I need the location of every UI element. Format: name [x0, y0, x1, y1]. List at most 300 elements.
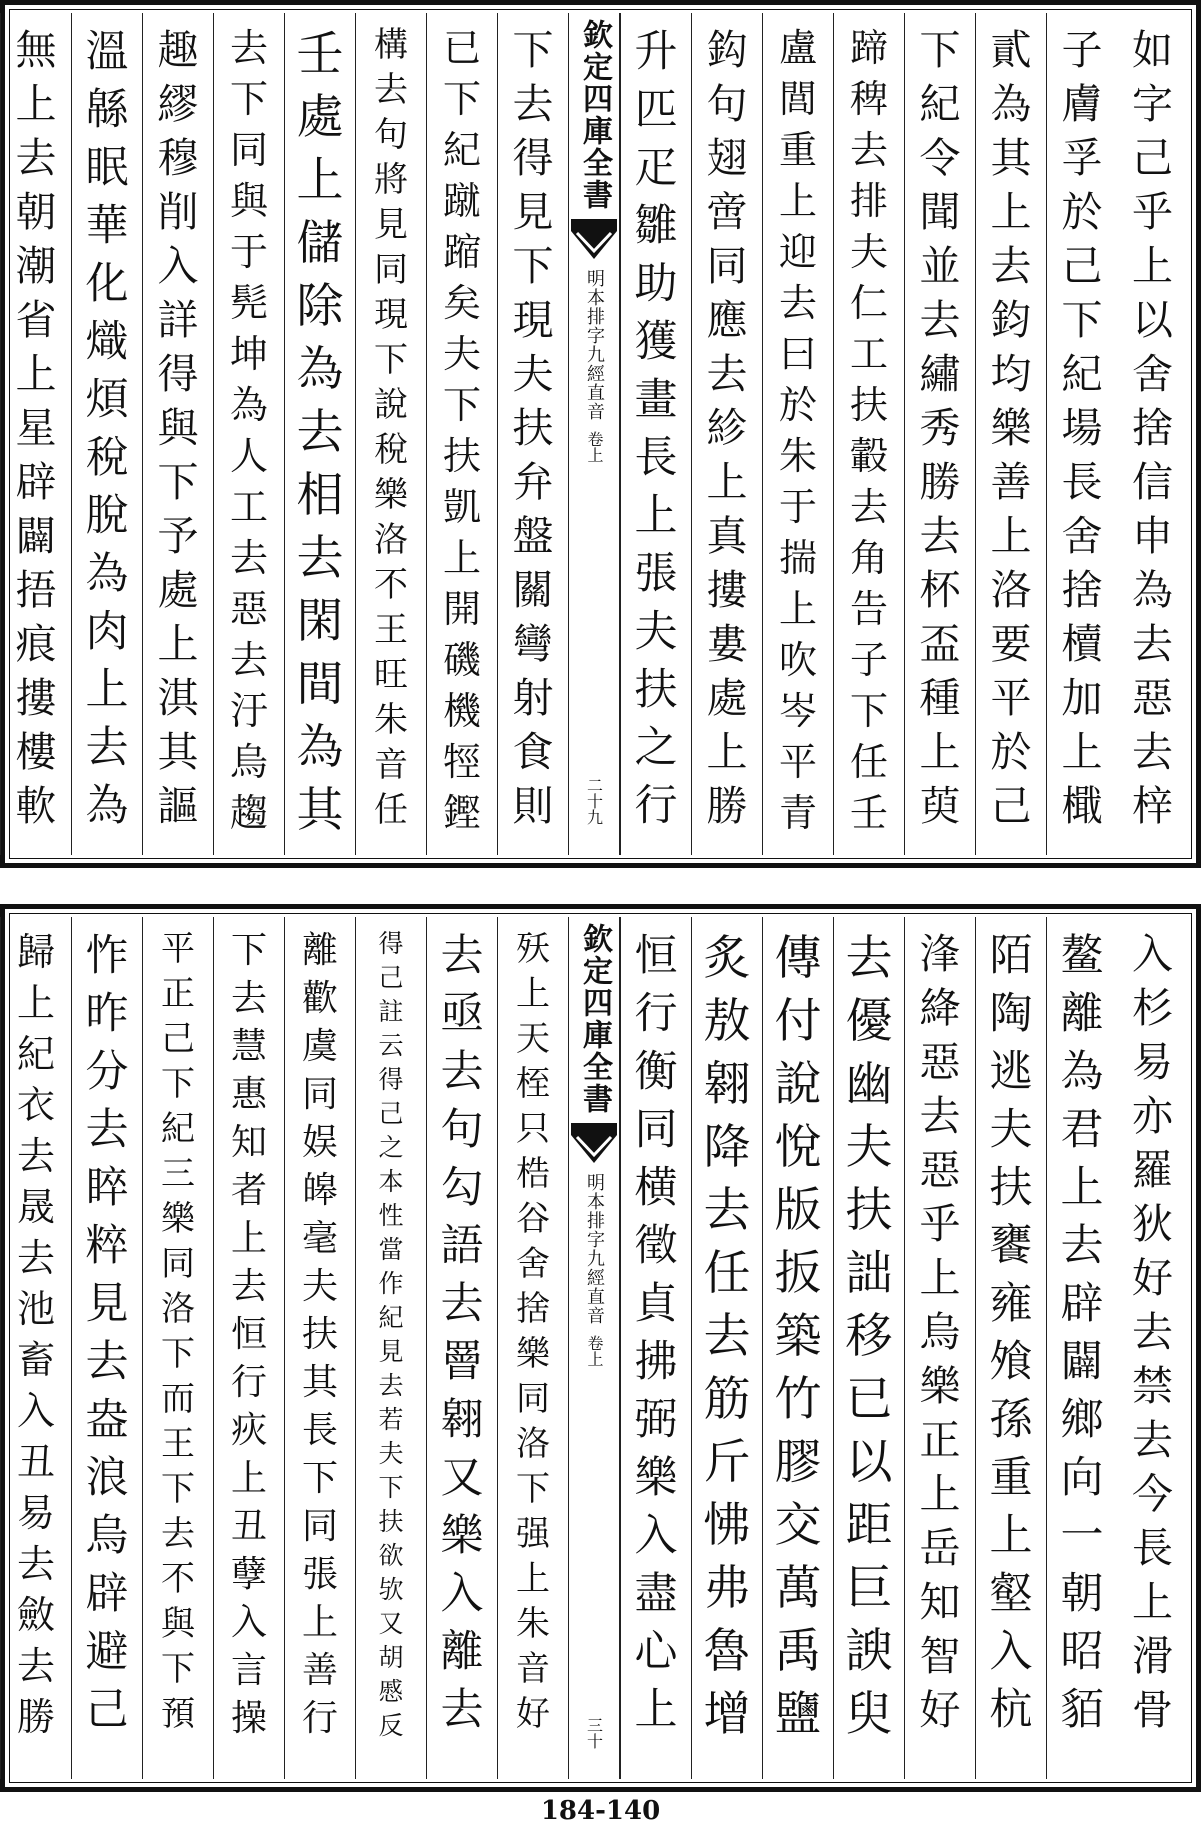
column-glyph: 扶: [442, 434, 481, 478]
column-glyph: 惡: [229, 587, 268, 631]
book-spine: [568, 13, 620, 855]
column-glyph: 上: [778, 587, 817, 631]
fish-tail-mark-icon: [571, 219, 617, 259]
column-glyph: 種: [919, 674, 961, 722]
column-glyph: 萬: [774, 1561, 822, 1616]
column-glyph: 盧: [778, 26, 817, 70]
column-glyph: 滑: [1132, 1632, 1173, 1680]
column-glyph: 去: [296, 405, 344, 460]
volume-label: 卷上: [585, 1335, 604, 1367]
column-glyph: 翱: [703, 1057, 751, 1112]
column-glyph: 下: [512, 242, 554, 290]
text-column: [284, 13, 355, 855]
column-glyph: 櫝: [1061, 620, 1103, 668]
column-glyph: 好: [919, 1686, 961, 1734]
column-glyph: 洛: [374, 520, 408, 560]
column-glyph: 詳: [157, 296, 199, 344]
column-glyph: 怫: [703, 1498, 751, 1553]
column-glyph: 場: [1061, 404, 1103, 452]
book-spine: [568, 917, 620, 1779]
column-glyph: 辟: [1060, 1279, 1104, 1329]
column-glyph: 子: [1061, 26, 1103, 74]
column-glyph: 上: [1061, 728, 1103, 776]
column-glyph: 為: [990, 80, 1032, 128]
column-glyph: 凱: [442, 485, 481, 529]
column-glyph: 得: [157, 350, 199, 398]
book-name: 明本排字九經直音: [584, 1173, 605, 1325]
column-glyph: 長: [301, 1410, 338, 1451]
column-glyph: 處: [706, 674, 748, 722]
column-glyph: 去: [440, 1279, 484, 1329]
column-glyph: 付: [774, 994, 822, 1049]
column-glyph: 音: [516, 1649, 550, 1689]
column-glyph: 樂: [919, 1362, 961, 1410]
text-column: [142, 13, 213, 855]
column-glyph: 信: [1132, 458, 1173, 506]
column-glyph: 稅: [374, 430, 408, 470]
column-glyph: 扶: [378, 1507, 404, 1536]
column-glyph: 盡: [634, 1569, 678, 1619]
column-glyph: 旺: [374, 655, 408, 695]
text-column: [1046, 917, 1117, 1779]
column-glyph: 去: [849, 128, 888, 172]
column-glyph: 作: [378, 1269, 404, 1298]
column-glyph: 下: [442, 77, 481, 121]
column-glyph: 任: [703, 1246, 751, 1301]
column-glyph: 其: [157, 728, 199, 776]
column-glyph: 分: [85, 1047, 129, 1097]
column-glyph: 善: [301, 1650, 338, 1691]
column-glyph: 欤: [378, 1575, 404, 1604]
column-glyph: 怍: [85, 931, 129, 981]
text-column: [497, 917, 568, 1779]
column-glyph: 去: [15, 134, 57, 182]
column-glyph: 若: [378, 1405, 404, 1434]
column-glyph: 其: [301, 1362, 338, 1403]
column-glyph: 禁: [1132, 1362, 1173, 1410]
text-column: [762, 13, 833, 855]
column-glyph: 入: [1132, 930, 1173, 978]
column-glyph: 昨: [85, 989, 129, 1039]
column-glyph: 構: [374, 25, 408, 65]
column-glyph: 行: [230, 1362, 267, 1403]
column-glyph: 萸: [919, 782, 961, 830]
column-glyph: 毫: [301, 1218, 338, 1259]
column-glyph: 樂: [440, 1511, 484, 1561]
column-glyph: 翱: [440, 1395, 484, 1445]
column-glyph: 仁: [849, 281, 888, 325]
column-glyph: 恒: [634, 931, 678, 981]
column-glyph: 浲: [919, 930, 961, 978]
column-glyph: 下: [161, 1469, 195, 1509]
column-glyph: 上: [16, 981, 55, 1025]
column-glyph: 欲: [378, 1541, 404, 1570]
column-glyph: 去: [16, 1542, 55, 1586]
column-glyph: 性: [378, 1201, 404, 1230]
column-glyph: 王: [374, 610, 408, 650]
text-column: [71, 917, 142, 1779]
column-glyph: 去: [703, 1183, 751, 1238]
column-glyph: 夫: [634, 607, 678, 657]
column-glyph: 去: [230, 978, 267, 1019]
column-glyph: 平: [778, 740, 817, 784]
column-glyph: 與: [229, 179, 268, 223]
column-glyph: 繡: [919, 350, 961, 398]
column-glyph: 捨: [1061, 566, 1103, 614]
column-glyph: 註: [378, 997, 404, 1026]
column-glyph: 壬: [849, 791, 888, 835]
column-glyph: 句: [374, 115, 408, 155]
column-glyph: 下: [374, 340, 408, 380]
column-glyph: 盃: [919, 620, 961, 668]
column-glyph: 熾: [85, 317, 129, 367]
column-glyph: 工: [229, 485, 268, 529]
column-glyph: 啻: [706, 188, 748, 236]
column-glyph: 貞: [634, 1279, 678, 1329]
column-glyph: 勝: [706, 782, 748, 830]
column-glyph: 去: [512, 80, 554, 128]
column-glyph: 去: [230, 1266, 267, 1307]
column-glyph: 闢: [15, 512, 57, 560]
column-glyph: 飧: [989, 1337, 1033, 1387]
text-column: [833, 13, 904, 855]
column-glyph: 平: [990, 674, 1032, 722]
column-glyph: 紀: [16, 1032, 55, 1076]
column-glyph: 同: [634, 1105, 678, 1155]
column-glyph: 斤: [703, 1435, 751, 1490]
column-glyph: 以: [845, 1435, 893, 1490]
column-glyph: 亟: [440, 989, 484, 1039]
column-glyph: 悅: [774, 1120, 822, 1175]
column-glyph: 如: [1132, 26, 1173, 74]
column-glyph: 處: [157, 566, 199, 614]
column-glyph: 扶: [989, 1163, 1033, 1213]
column-glyph: 易: [1132, 1038, 1173, 1086]
column-glyph: 關: [512, 566, 554, 614]
column-glyph: 畜: [16, 1338, 55, 1382]
column-glyph: 樂: [161, 1199, 195, 1239]
column-glyph: 梏: [516, 1154, 550, 1194]
column-glyph: 揣: [778, 536, 817, 580]
column-glyph: 晟: [16, 1185, 55, 1229]
column-glyph: 烏: [85, 1511, 129, 1561]
column-glyph: 粹: [85, 1221, 129, 1271]
column-glyph: 緜: [85, 85, 129, 135]
column-glyph: 脫: [85, 491, 129, 541]
column-glyph: 去: [919, 1092, 961, 1140]
column-glyph: 閑: [296, 594, 344, 649]
column-glyph: 潮: [15, 242, 57, 290]
column-glyph: 匹: [634, 85, 678, 135]
column-glyph: 增: [703, 1687, 751, 1742]
column-glyph: 己: [1061, 242, 1103, 290]
column-glyph: 去: [440, 1685, 484, 1735]
volume-label: 卷上: [585, 431, 604, 463]
column-glyph: 樂: [516, 1334, 550, 1374]
column-glyph: 真: [706, 512, 748, 560]
column-glyph: 行: [634, 989, 678, 1039]
column-glyph: 入: [16, 1389, 55, 1433]
column-glyph: 去: [440, 1047, 484, 1097]
column-glyph: 見: [512, 188, 554, 236]
text-column: [0, 917, 71, 1779]
column-glyph: 入: [634, 1511, 678, 1561]
column-glyph: 傳: [774, 931, 822, 986]
column-glyph: 己: [990, 782, 1032, 830]
column-glyph: 去: [378, 1371, 404, 1400]
column-glyph: 上: [1132, 242, 1173, 290]
column-glyph: 乎: [919, 1200, 961, 1248]
column-glyph: 重: [778, 128, 817, 172]
column-glyph: 逃: [989, 1047, 1033, 1097]
column-glyph: 說: [774, 1057, 822, 1112]
column-glyph: 上: [15, 350, 57, 398]
column-glyph: 夫: [845, 1120, 893, 1175]
column-glyph: 去: [85, 1105, 129, 1155]
column-glyph: 見: [85, 1279, 129, 1329]
column-glyph: 移: [845, 1309, 893, 1364]
column-glyph: 杯: [919, 566, 961, 614]
column-glyph: 心: [634, 1627, 678, 1677]
text-column: [213, 917, 284, 1779]
column-glyph: 角: [849, 536, 888, 580]
column-glyph: 去: [16, 1644, 55, 1688]
column-glyph: 牼: [442, 740, 481, 784]
column-glyph: 不: [374, 565, 408, 605]
column-glyph: 扶: [512, 404, 554, 452]
column-glyph: 排: [849, 179, 888, 223]
column-glyph: 陌: [989, 931, 1033, 981]
column-glyph: 禹: [774, 1624, 822, 1679]
column-glyph: 紀: [1061, 350, 1103, 398]
column-glyph: 已: [442, 26, 481, 70]
column-glyph: 孚: [1061, 134, 1103, 182]
column-glyph: 舍: [516, 1244, 550, 1284]
folio-number: 二十九: [584, 777, 604, 825]
column-glyph: 閭: [778, 77, 817, 121]
column-glyph: 于: [229, 230, 268, 274]
column-glyph: 斂: [16, 1593, 55, 1637]
column-glyph: 淇: [157, 674, 199, 722]
column-glyph: 下: [849, 689, 888, 733]
column-glyph: 强: [516, 1514, 550, 1554]
column-glyph: 上: [919, 1254, 961, 1302]
column-glyph: 同: [301, 1506, 338, 1547]
column-glyph: 同: [374, 250, 408, 290]
column-glyph: 反: [378, 1711, 404, 1740]
column-glyph: 烏: [229, 740, 268, 784]
column-glyph: 闢: [1060, 1337, 1104, 1387]
column-glyph: 烏: [919, 1308, 961, 1356]
column-glyph: 秀: [919, 404, 961, 452]
column-glyph: 去: [374, 70, 408, 110]
column-glyph: 去: [706, 350, 748, 398]
column-glyph: 說: [374, 385, 408, 425]
column-glyph: 下: [512, 26, 554, 74]
column-glyph: 入: [440, 1569, 484, 1619]
column-glyph: 歸: [16, 930, 55, 974]
column-glyph: 上: [778, 179, 817, 223]
column-glyph: 得: [378, 1065, 404, 1094]
column-glyph: 坤: [229, 332, 268, 376]
column-glyph: 聞: [919, 188, 961, 236]
column-glyph: 狄: [1132, 1200, 1173, 1248]
column-glyph: 衣: [16, 1083, 55, 1127]
column-glyph: 與: [157, 404, 199, 452]
column-glyph: 雍: [989, 1279, 1033, 1329]
column-glyph: 紀: [442, 128, 481, 172]
column-glyph: 去: [161, 1514, 195, 1554]
column-glyph: 只: [516, 1109, 550, 1149]
column-glyph: 桎: [516, 1064, 550, 1104]
column-glyph: 之: [634, 723, 678, 773]
column-glyph: 弁: [512, 458, 554, 506]
column-glyph: 行: [634, 781, 678, 831]
column-glyph: 加: [1061, 674, 1103, 722]
text-column: [142, 917, 213, 1779]
column-glyph: 除: [296, 279, 344, 334]
column-glyph: 入: [157, 242, 199, 290]
column-glyph: 夫: [442, 332, 481, 376]
column-glyph: 杭: [989, 1685, 1033, 1735]
column-glyph: 上: [706, 728, 748, 776]
column-glyph: 惡: [919, 1146, 961, 1194]
column-glyph: 下: [157, 458, 199, 506]
column-glyph: 樓: [15, 728, 57, 776]
column-glyph: 扶: [849, 383, 888, 427]
text-column: [1117, 917, 1188, 1779]
column-glyph: 交: [774, 1498, 822, 1553]
column-glyph: 避: [85, 1627, 129, 1677]
bottom-panel-columns: [13, 917, 1188, 1779]
column-glyph: 降: [703, 1120, 751, 1175]
column-glyph: 語: [440, 1221, 484, 1271]
column-glyph: 去: [1132, 728, 1173, 776]
column-glyph: 於: [990, 728, 1032, 776]
column-glyph: 優: [845, 994, 893, 1049]
column-glyph: 省: [15, 296, 57, 344]
text-column: [975, 13, 1046, 855]
folio-number: 三十: [584, 1717, 604, 1749]
column-glyph: 陶: [989, 989, 1033, 1039]
column-glyph: 子: [849, 638, 888, 682]
column-glyph: 智: [919, 1632, 961, 1680]
column-glyph: 彎: [512, 620, 554, 668]
column-glyph: 下: [301, 1458, 338, 1499]
column-glyph: 上: [706, 458, 748, 506]
bottom-panel: [0, 904, 1201, 1792]
column-glyph: 離: [440, 1627, 484, 1677]
column-glyph: 去: [229, 26, 268, 70]
column-glyph: 上: [634, 1685, 678, 1735]
column-glyph: 上: [634, 491, 678, 541]
book-name: 明本排字九經直音: [584, 269, 605, 421]
column-glyph: 膚: [1061, 80, 1103, 128]
column-glyph: 去: [778, 281, 817, 325]
column-glyph: 射: [512, 674, 554, 722]
column-glyph: 為: [1132, 566, 1173, 614]
column-glyph: 下: [516, 1469, 550, 1509]
column-glyph: 處: [296, 90, 344, 145]
column-glyph: 磯: [442, 638, 481, 682]
column-glyph: 得: [512, 134, 554, 182]
column-glyph: 於: [778, 383, 817, 427]
column-glyph: 版: [774, 1183, 822, 1238]
column-glyph: 曰: [778, 332, 817, 376]
column-glyph: 肉: [85, 607, 129, 657]
column-glyph: 軟: [15, 782, 57, 830]
column-glyph: 君: [1060, 1105, 1104, 1155]
column-glyph: 為: [296, 720, 344, 775]
column-glyph: 天: [516, 1019, 550, 1059]
column-glyph: 食: [512, 728, 554, 776]
column-glyph: 其: [296, 783, 344, 838]
column-glyph: 己: [378, 1099, 404, 1128]
column-glyph: 翅: [706, 134, 748, 182]
column-glyph: 好: [1132, 1254, 1173, 1302]
column-glyph: 上: [157, 620, 199, 668]
column-glyph: 去: [849, 485, 888, 529]
column-glyph: 相: [296, 468, 344, 523]
column-glyph: 入: [230, 1602, 267, 1643]
column-glyph: 諛: [845, 1624, 893, 1679]
text-column: [0, 13, 71, 855]
column-glyph: 丑: [230, 1506, 267, 1547]
column-glyph: 下: [1061, 296, 1103, 344]
column-glyph: 睟: [85, 1163, 129, 1213]
column-glyph: 虞: [301, 1026, 338, 1067]
column-glyph: 夫: [301, 1266, 338, 1307]
column-glyph: 鈎: [706, 26, 748, 74]
column-glyph: 慧: [230, 1026, 267, 1067]
fish-tail-mark-icon: [571, 1123, 617, 1163]
column-glyph: 去: [296, 531, 344, 586]
text-column: [71, 13, 142, 855]
column-glyph: 辟: [15, 458, 57, 506]
column-glyph: 星: [15, 404, 57, 452]
column-glyph: 字: [1132, 80, 1173, 128]
text-column: [355, 13, 426, 855]
column-glyph: 今: [1132, 1470, 1173, 1518]
column-glyph: 下: [161, 1334, 195, 1374]
column-glyph: 紾: [706, 404, 748, 452]
column-glyph: 鏗: [442, 791, 481, 835]
column-glyph: 紀: [378, 1303, 404, 1332]
column-glyph: 朱: [516, 1604, 550, 1644]
column-glyph: 鄉: [1060, 1395, 1104, 1445]
column-glyph: 人: [229, 434, 268, 478]
text-column: [691, 13, 762, 855]
column-glyph: 繆: [157, 80, 199, 128]
column-glyph: 筋: [703, 1372, 751, 1427]
column-glyph: 趨: [229, 791, 268, 835]
text-column: [833, 917, 904, 1779]
column-glyph: 去: [229, 536, 268, 580]
column-glyph: 鈞: [990, 296, 1032, 344]
column-glyph: 削: [157, 188, 199, 236]
column-glyph: 上: [989, 1511, 1033, 1561]
column-glyph: 去: [990, 242, 1032, 290]
column-glyph: 朱: [374, 700, 408, 740]
column-glyph: 去: [845, 931, 893, 986]
column-glyph: 得: [378, 929, 404, 958]
column-glyph: 上: [296, 153, 344, 208]
column-glyph: 正: [919, 1416, 961, 1464]
column-glyph: 紀: [919, 80, 961, 128]
column-glyph: 乎: [1132, 188, 1173, 236]
column-glyph: 王: [161, 1424, 195, 1464]
column-glyph: 舍: [1061, 512, 1103, 560]
